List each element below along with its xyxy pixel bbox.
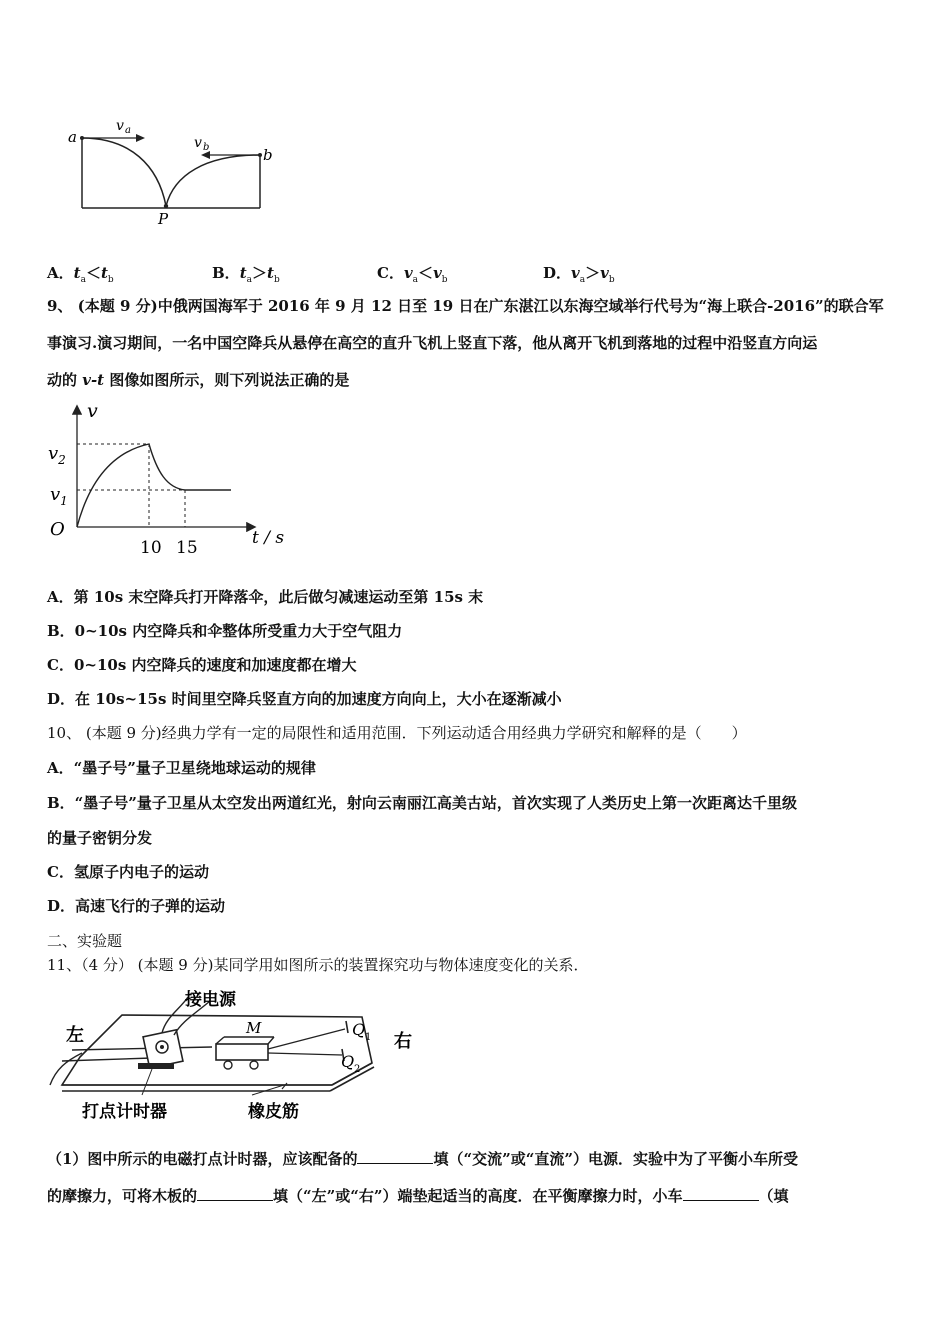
apparatus-figure	[42, 985, 432, 1125]
q10-option-b-line1: B．“墨子号”量子卫星从太空发出两道红光，射向云南丽江高美古站，首次实现了人类历史上第一次距离达千里级	[47, 794, 797, 812]
q10-option-c: C．氢原子内电子的运动	[47, 863, 209, 881]
svg-text:2: 2	[354, 1064, 361, 1075]
blank-board-end[interactable]	[197, 1186, 273, 1201]
q9-option-a: A．第 10s 末空降兵打开降落伞，此后做匀减速运动至第 15s 末	[47, 588, 484, 606]
dot-timer	[143, 1030, 183, 1068]
vt-curve	[77, 444, 231, 527]
label-q2: Q	[341, 1052, 355, 1071]
trajectory-figure	[60, 110, 290, 230]
label-right: 右	[394, 1031, 412, 1052]
label-a: a	[68, 128, 77, 146]
q11-stem: 11、（4 分） (本题 9 分)某同学用如图所示的装置探究功与物体速度变化的关系．	[47, 956, 589, 974]
q11-part1-line1: （1）图中所示的电磁打点计时器，应该配备的 填（“交流”或“直流”）电源．实验中为了平衡小车所受	[47, 1150, 798, 1168]
q10-option-d: D．高速飞行的子弹的运动	[47, 897, 226, 915]
x-axis-label: t / s	[252, 528, 285, 548]
svg-text:b: b	[203, 142, 210, 153]
label-q1: Q	[352, 1020, 366, 1039]
svg-text:1: 1	[365, 1032, 372, 1043]
q8-option-b: B．$t_a>t_b$	[212, 264, 280, 285]
blank-power-type[interactable]	[357, 1149, 433, 1164]
vt-chart	[42, 395, 292, 565]
label-timer: 打点计时器	[82, 1102, 167, 1122]
label-b: b	[263, 146, 273, 164]
q9-option-d: D．在 10s~15s 时间里空降兵竖直方向的加速度方向向上，大小在逐渐减小	[47, 690, 562, 708]
label-left: 左	[66, 1025, 84, 1046]
x-tick-10: 10	[140, 538, 162, 558]
q10-option-a: A．“墨子号”量子卫星绕地球运动的规律	[47, 759, 316, 777]
q9-option-b: B．0~10s 内空降兵和伞整体所受重力大于空气阻力	[47, 622, 403, 640]
label-power: 接电源	[185, 990, 236, 1010]
label-band: 橡皮筋	[248, 1102, 299, 1122]
arc-p-to-b	[166, 155, 260, 206]
x-tick-15: 15	[176, 538, 198, 558]
label-va: v	[116, 118, 124, 134]
origin-label: O	[50, 519, 65, 540]
rubber-band	[268, 1029, 345, 1055]
q9-option-c: C．0~10s 内空降兵的速度和加速度都在增大	[47, 656, 357, 674]
q9-line-1: 9、 (本题 9 分)中俄两国海军于 2016 年 9 月 12 日至 19 日在广东湛江以东海空域举行代号为“海上联合-2016”的联合军	[47, 297, 884, 315]
q9-line-2: 事演习.演习期间，一名中国空降兵从悬停在高空的直升飞机上竖直下落，他从离开飞机到落地的过程中沿竖直方向运	[47, 334, 818, 352]
q8-option-a: A．$t_a<t_b$	[47, 264, 114, 285]
q9-line-3: 动的 v-t 图像如图所示，则下列说法正确的是	[47, 371, 350, 389]
label-m: M	[246, 1019, 262, 1037]
cart	[216, 1044, 268, 1060]
section-heading: 二、实验题	[47, 932, 123, 950]
label-p: P	[158, 210, 169, 228]
q11-part1-line2: 的摩擦力，可将木板的 填（“左”或“右”）端垫起适当的高度．在平衡摩擦力时，小车 （填	[47, 1187, 789, 1205]
arc-a-to-p	[82, 138, 166, 206]
y-tick-v1: $v_1$	[50, 484, 68, 508]
svg-text:a: a	[125, 125, 131, 136]
q8-option-c: C．$v_a<v_b$	[377, 264, 448, 285]
y-tick-v2: $v_2$	[48, 443, 66, 467]
y-axis-label: v	[87, 400, 98, 422]
blank-cart-state[interactable]	[683, 1186, 759, 1201]
q10-stem: 10、 (本题 9 分)经典力学有一定的局限性和适用范围．下列运动适合用经典力学研究和解释的是（ ）	[47, 724, 747, 742]
arrow-va	[136, 134, 145, 142]
label-vb: v	[194, 135, 202, 151]
q8-option-d: D．$v_a>v_b$	[543, 264, 615, 285]
q10-option-b-line2: 的量子密钥分发	[47, 829, 153, 847]
paper-tape	[72, 1047, 212, 1050]
